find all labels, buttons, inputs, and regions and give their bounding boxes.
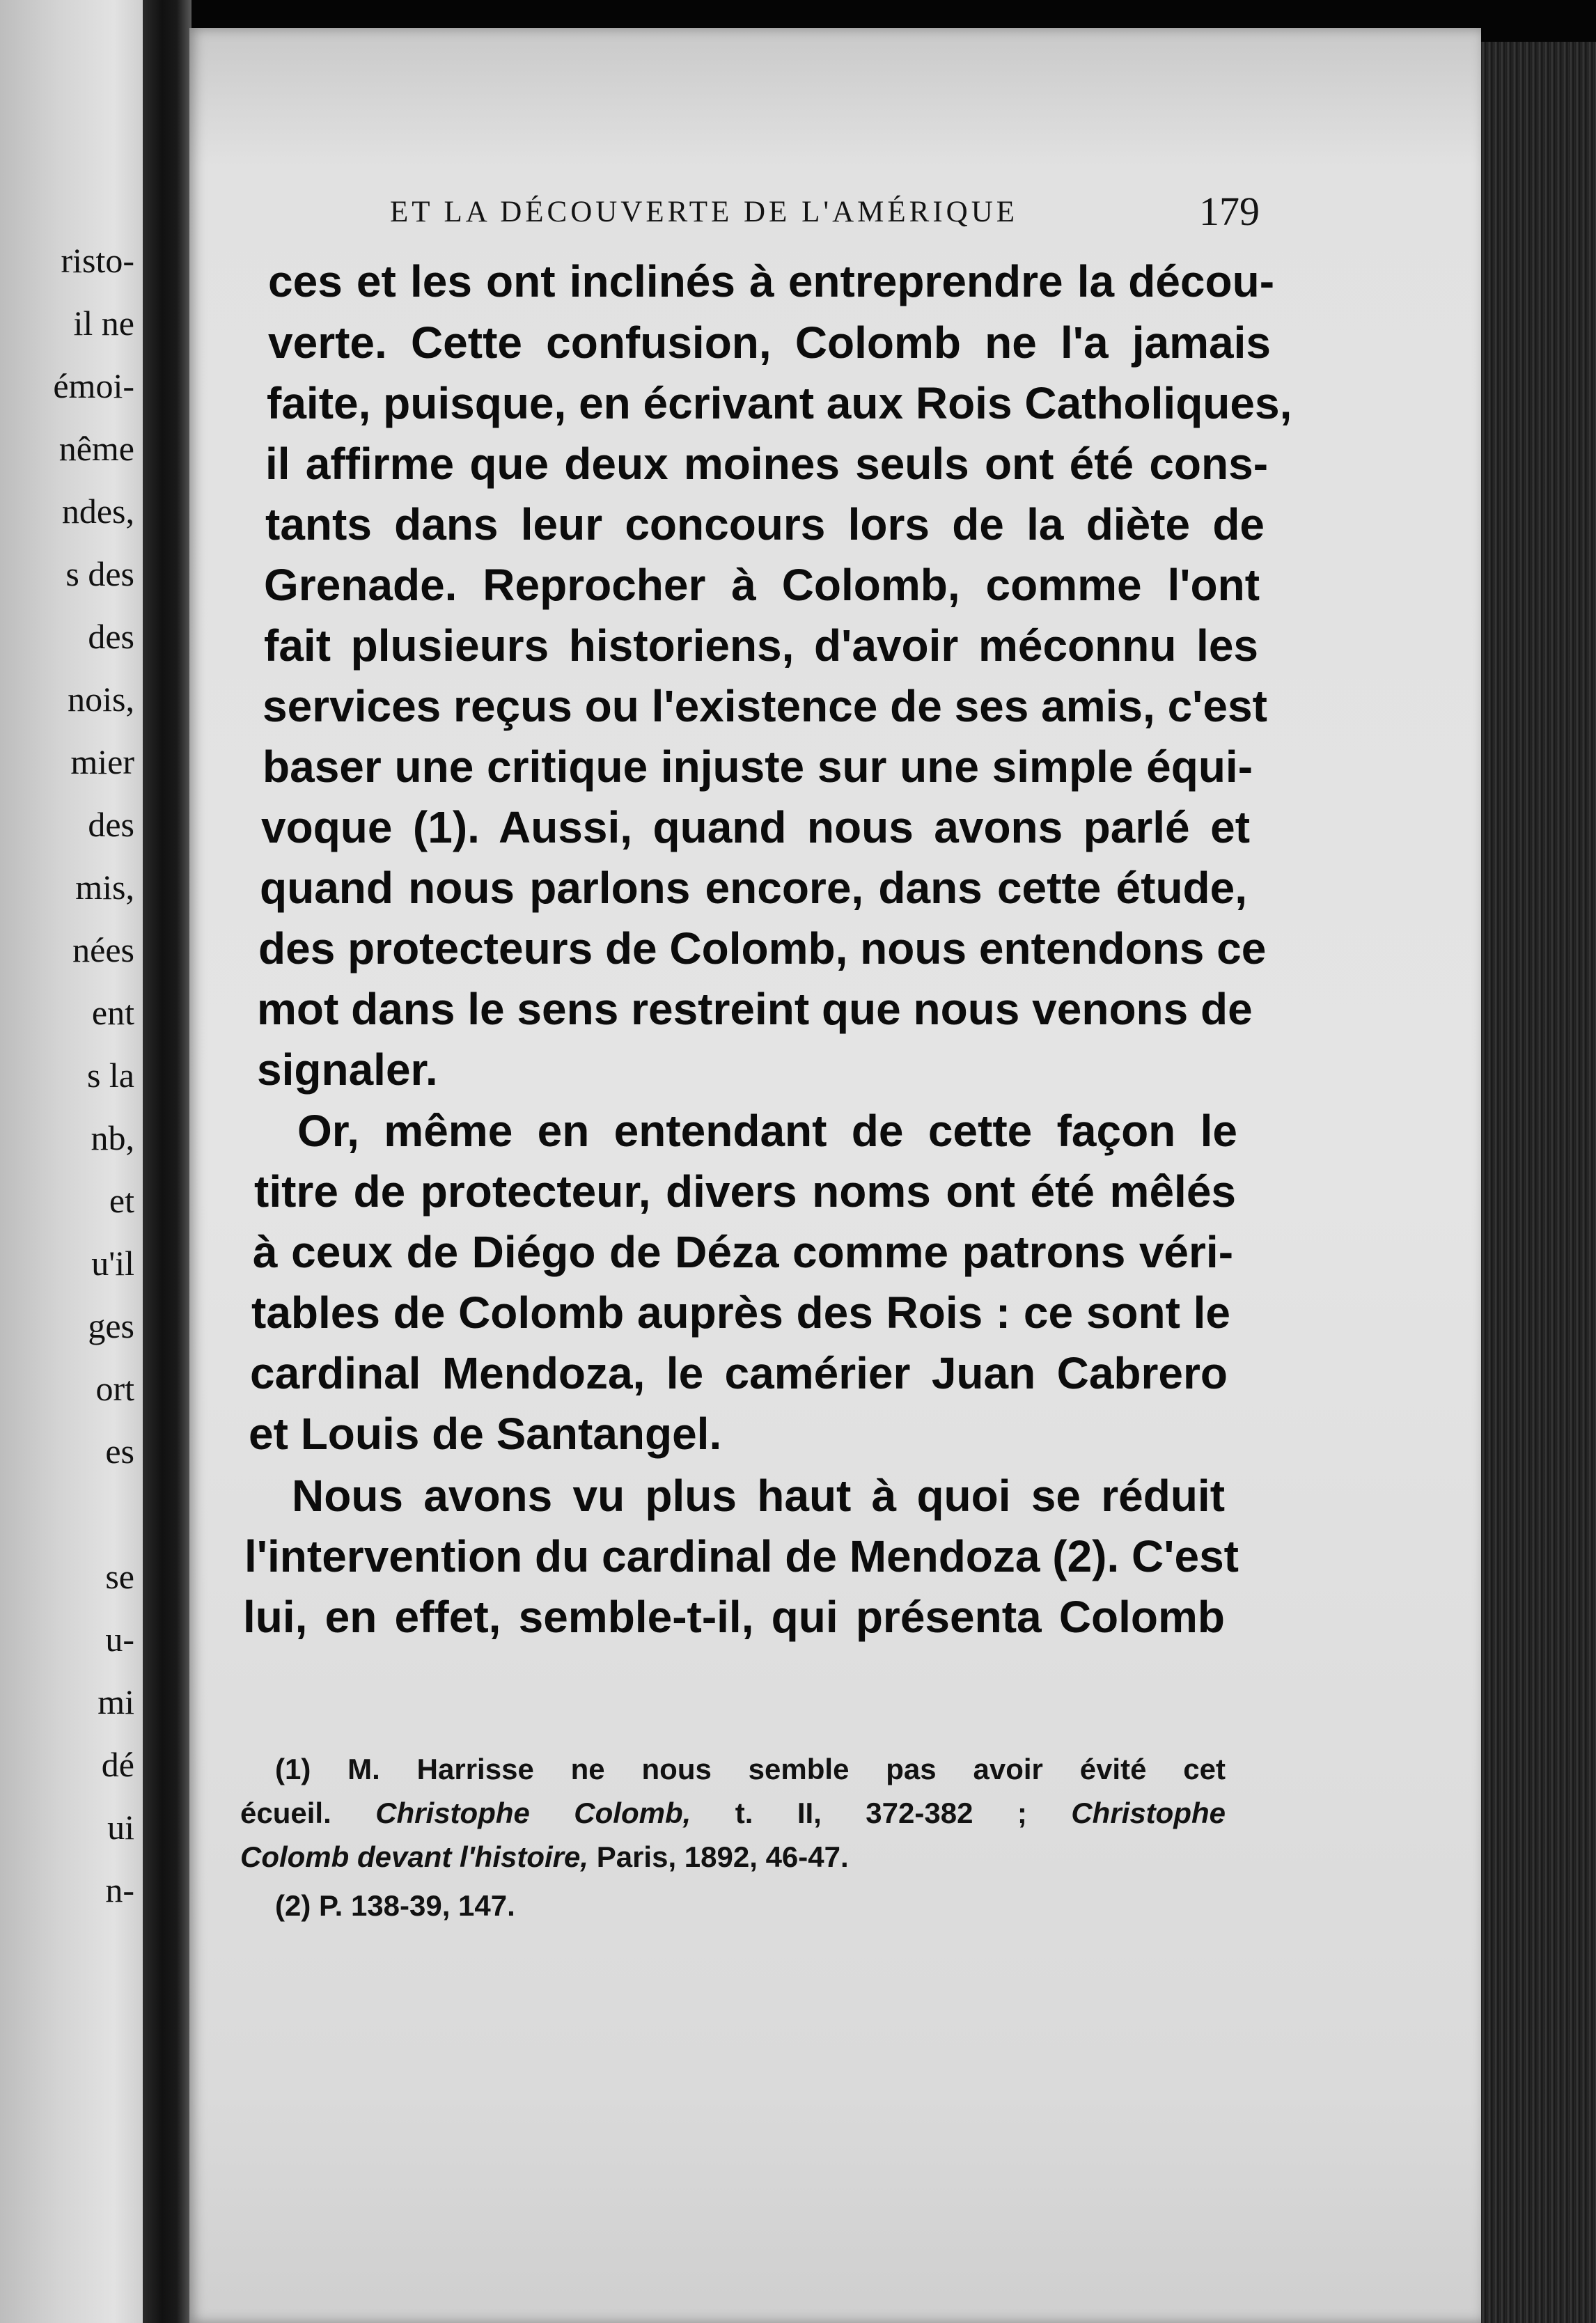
footnote-work-title: Christophe <box>1071 1797 1226 1829</box>
footnote-1-line: (1) M. Harrisse ne nous semble pas avoir évité cet <box>275 1753 1226 1785</box>
facing-page-line: ndes, <box>61 492 134 531</box>
facing-page-line: ges <box>88 1306 134 1345</box>
footnote-1-line <box>240 1799 1226 1828</box>
footnote-2: (2) P. 138-39, 147. <box>275 1889 515 1922</box>
facing-page-line: ent <box>91 993 134 1032</box>
footnote-work-title: Colomb devant l'histoire, <box>240 1840 589 1873</box>
facing-page-line: il ne <box>73 304 134 343</box>
facing-page-line: nb, <box>91 1118 134 1157</box>
book-gutter <box>143 0 191 2323</box>
facing-page-fragment <box>0 0 143 2323</box>
facing-page-line: ui <box>107 1808 134 1847</box>
text-line: quand nous parlons encore, dans cette étude, <box>260 863 1247 913</box>
text-line: il affirme que deux moines seuls ont été cons- <box>265 439 1268 489</box>
running-head: ET LA DÉCOUVERTE DE L'AMÉRIQUE <box>390 196 1019 228</box>
footnote-1-line <box>240 1840 1226 1873</box>
facing-page-line: s la <box>86 1056 134 1095</box>
text-line: lui, en effet, semble-t-il, qui présenta Colomb <box>243 1592 1225 1642</box>
text-line: cardinal Mendoza, le camérier Juan Cabrero <box>250 1348 1228 1398</box>
facing-page-line: s des <box>65 554 134 593</box>
text-line: Grenade. Reprocher à Colomb, comme l'ont <box>264 560 1260 610</box>
footnote-text: écueil. <box>240 1797 376 1829</box>
facing-page-line: nées <box>72 930 134 969</box>
text-line: Or, même en entendant de cette façon le <box>297 1106 1237 1156</box>
text-line: services reçus ou l'existence de ses amis, c'est <box>263 681 1267 731</box>
text-line: tants dans leur concours lors de la diète de <box>265 499 1265 549</box>
facing-page-line: n- <box>105 1870 134 1909</box>
facing-page-line: u- <box>105 1620 134 1659</box>
text-line: voque (1). Aussi, quand nous avons parlé et <box>261 802 1250 852</box>
facing-page-line: se <box>105 1557 134 1596</box>
page-number: 179 <box>1199 189 1260 234</box>
footnote-work-title: Christophe Colomb, <box>375 1797 691 1829</box>
facing-page-line: mier <box>70 742 134 781</box>
facing-page-line: es <box>105 1432 134 1471</box>
text-line: Nous avons vu plus haut à quoi se réduit <box>292 1471 1225 1521</box>
text-line: tables de Colomb auprès des Rois : ce sont le <box>251 1288 1230 1338</box>
text-line: signaler. <box>257 1045 438 1095</box>
facing-page-line: ort <box>95 1369 134 1408</box>
facing-page-line: mis, <box>75 868 134 907</box>
facing-page-line: émoi- <box>53 366 134 405</box>
text-line: l'intervention du cardinal de Mendoza (2). C'est <box>244 1531 1239 1581</box>
text-line: verte. Cette confusion, Colomb ne l'a jamais <box>268 318 1271 368</box>
text-line: mot dans le sens restreint que nous venons de <box>257 984 1253 1034</box>
facing-page-line: risto- <box>61 241 134 280</box>
facing-page-line: et <box>109 1181 134 1220</box>
footnote-text: t. II, 372-382 ; <box>691 1797 1072 1829</box>
text-line: baser une critique injuste sur une simple équi- <box>263 742 1253 792</box>
text-line: titre de protecteur, divers noms ont été mêlés <box>254 1166 1236 1217</box>
text-line: et Louis de Santangel. <box>249 1409 722 1459</box>
facing-page-line: des <box>88 617 134 656</box>
text-line: faite, puisque, en écrivant aux Rois Catholiques, <box>267 378 1292 428</box>
text-line: ces et les ont inclinés à entreprendre la décou- <box>268 256 1274 306</box>
footnote-text: Paris, 1892, 46-47. <box>588 1840 849 1873</box>
facing-page-line: u'il <box>91 1244 134 1283</box>
facing-page-line: des <box>88 805 134 844</box>
facing-page-line: dé <box>101 1745 134 1784</box>
facing-page-line: nême <box>58 429 134 468</box>
text-line: fait plusieurs historiens, d'avoir méconnu les <box>264 620 1258 671</box>
page-edges <box>1481 42 1596 2323</box>
facing-page-line: nois, <box>68 680 134 719</box>
facing-page-line: mi <box>97 1682 134 1721</box>
text-line: des protecteurs de Colomb, nous entendons ce <box>258 923 1267 973</box>
text-line: à ceux de Diégo de Déza comme patrons véri- <box>253 1227 1233 1277</box>
